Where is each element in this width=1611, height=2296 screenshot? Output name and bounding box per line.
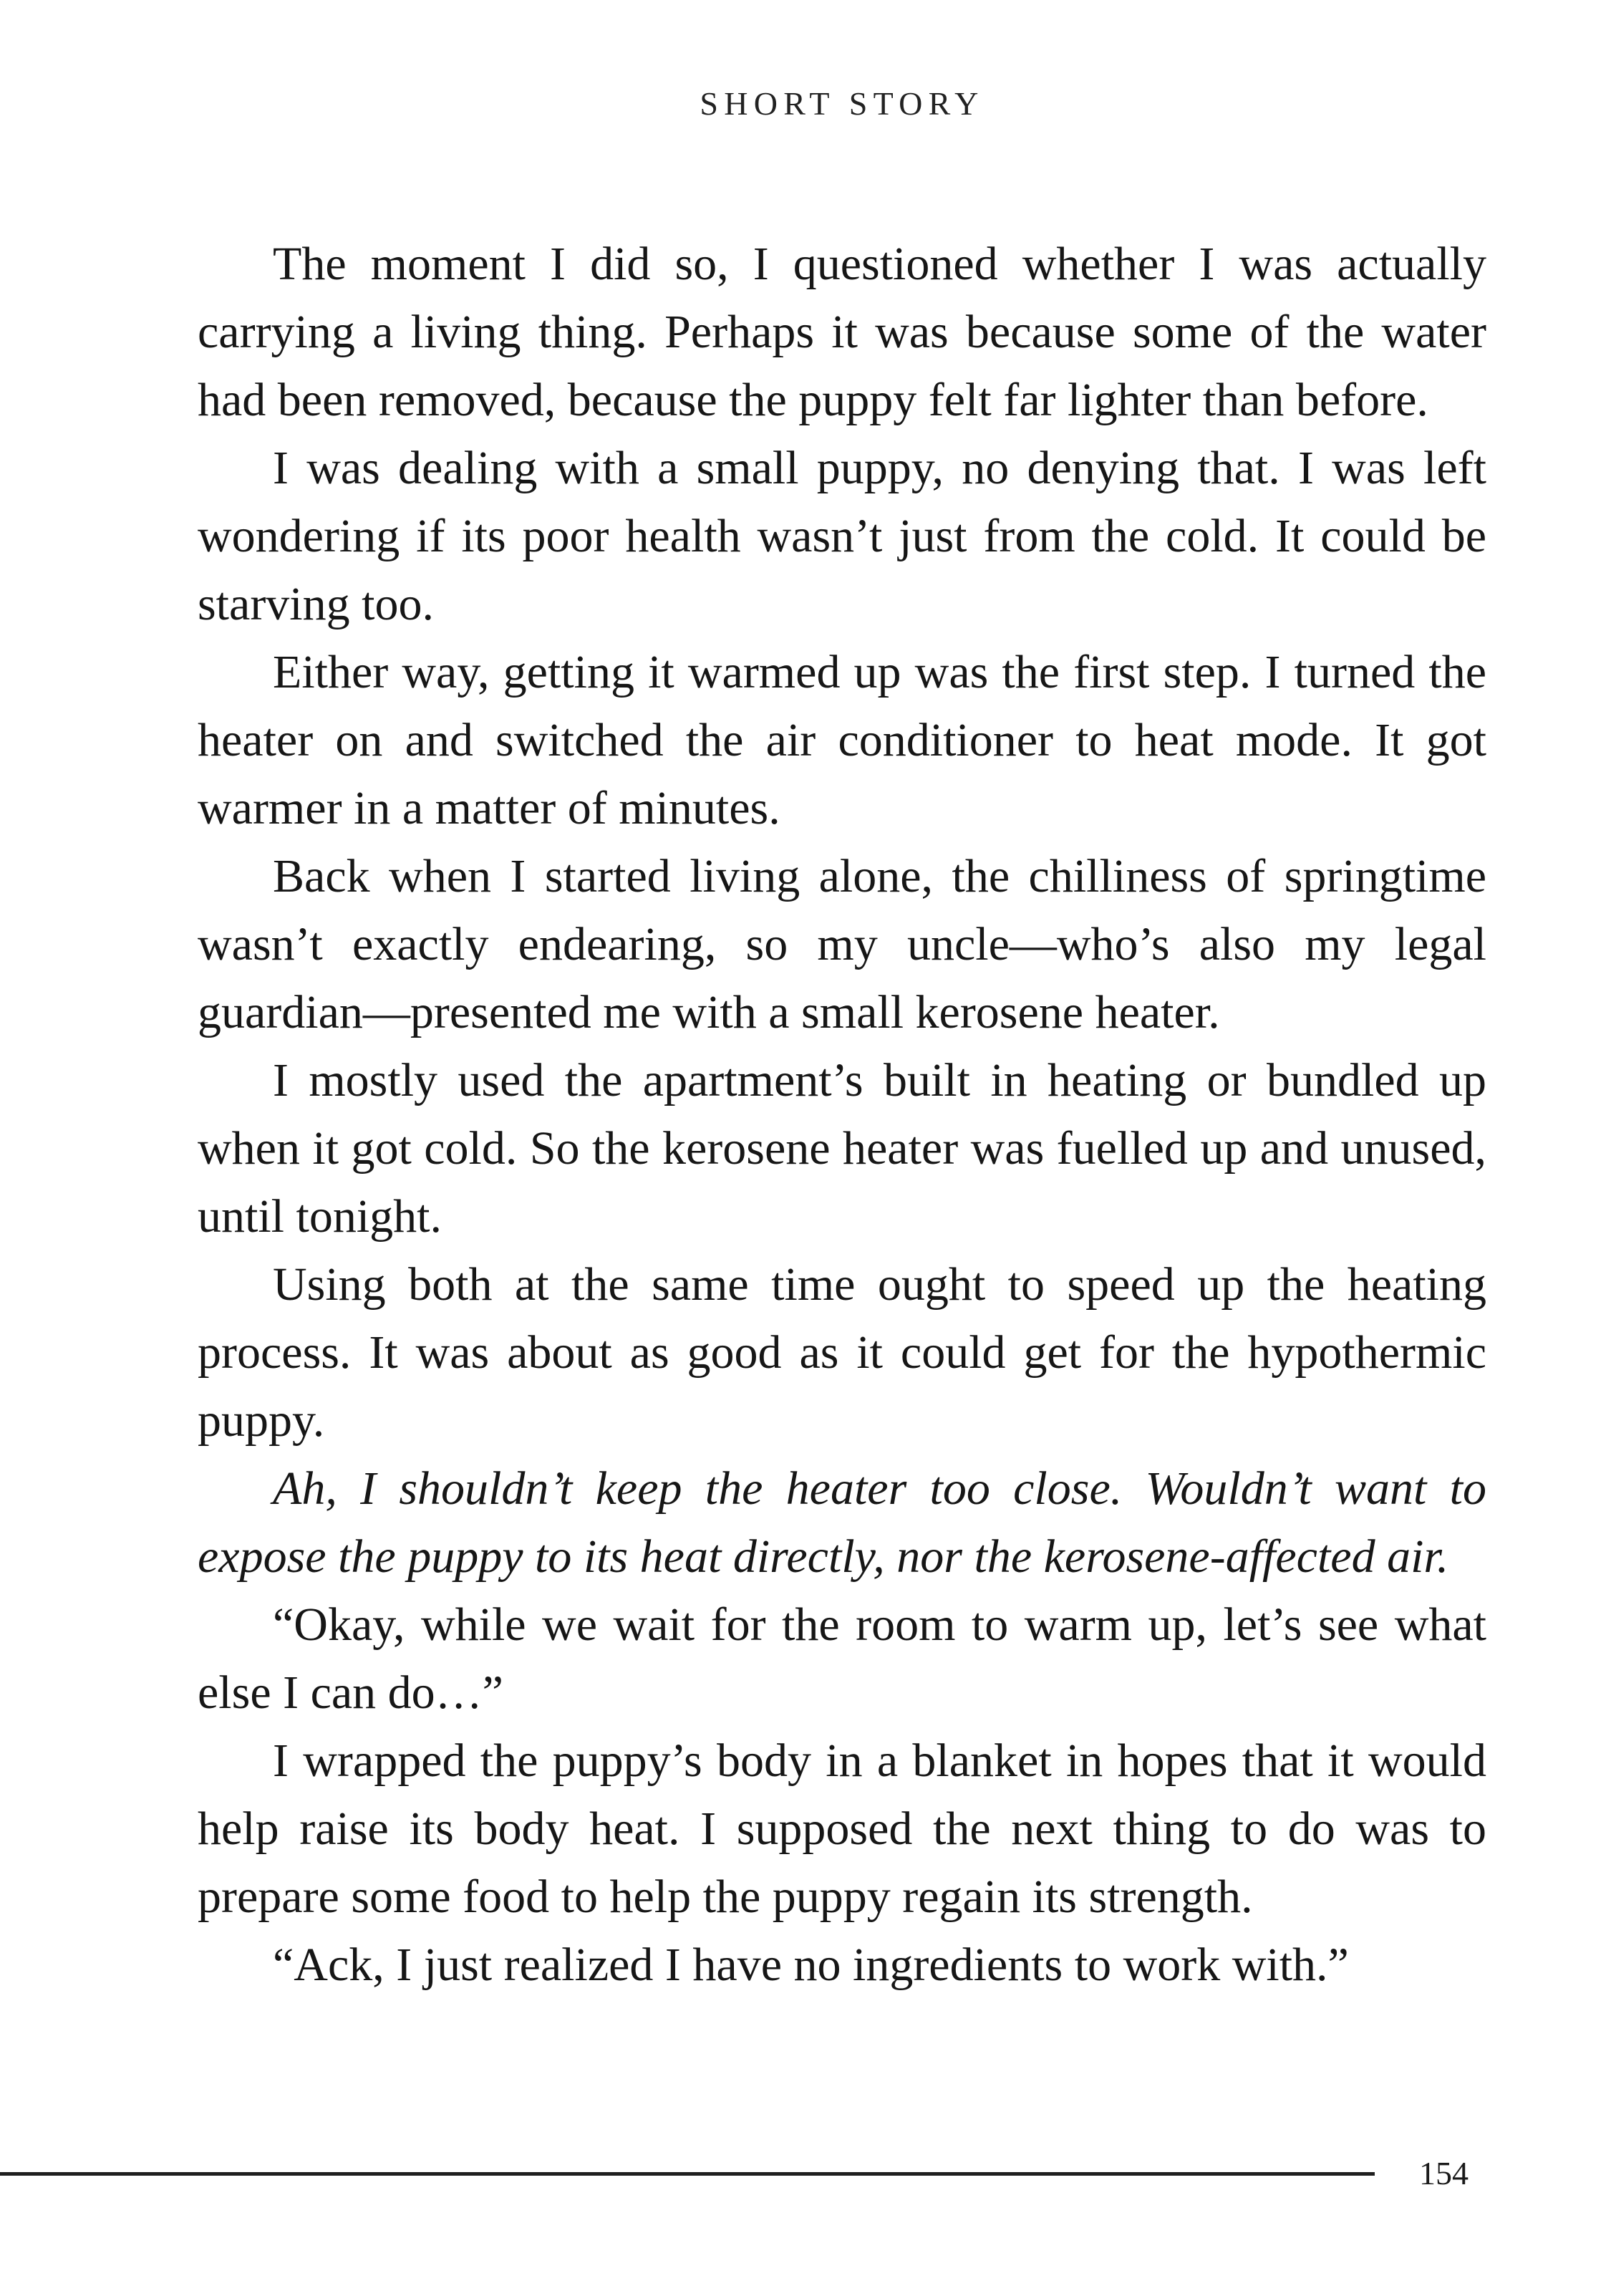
story-paragraph: “Okay, while we wait for the room to warm up, let’s see what else I can do…” <box>198 1598 1486 1719</box>
story-paragraph: The moment I did so, I questioned whether I was actually carrying a living thing. Perhaps it was because some of the water had been removed, because the puppy felt far lighter than before. <box>198 238 1486 426</box>
page-footer <box>0 2157 1611 2190</box>
story-paragraph: Either way, getting it warmed up was the first step. I turned the heater on and switched the air conditioner to heat mode. It got warmer in a matter of minutes. <box>198 646 1486 834</box>
story-paragraph: “Ack, I just realized I have no ingredients to work with.” <box>273 1939 1349 1991</box>
running-header: SHORT STORY <box>700 85 984 122</box>
footer-rule <box>0 2172 1375 2176</box>
story-paragraph: I mostly used the apartment’s built in heating or bundled up when it got cold. So the kerosene heater was fuelled up and unused, until tonight. <box>198 1054 1486 1243</box>
story-paragraph: Back when I started living alone, the chilliness of springtime wasn’t exactly endearing, so my uncle—who’s also my legal guardian—presented me with a small kerosene heater. <box>198 850 1486 1038</box>
story-paragraph-italic-monologue: Ah, I shouldn’t keep the heater too close. Wouldn’t want to expose the puppy to its heat directly, nor the kerosene-affected air. <box>198 1462 1486 1583</box>
story-paragraph: I wrapped the puppy’s body in a blanket in hopes that it would help raise its body heat. I supposed the next thing to do was to prepare some food to help the puppy regain its strength. <box>198 1735 1486 1923</box>
story-paragraph: I was dealing with a small puppy, no denying that. I was left wondering if its poor health wasn’t just from the cold. It could be starving too. <box>198 442 1486 630</box>
page-number: 154 <box>1419 2155 1469 2191</box>
story-paragraph: Using both at the same time ought to speed up the heating process. It was about as good as it could get for the hypothermic puppy. <box>198 1258 1486 1447</box>
story-text <box>198 230 1486 1999</box>
